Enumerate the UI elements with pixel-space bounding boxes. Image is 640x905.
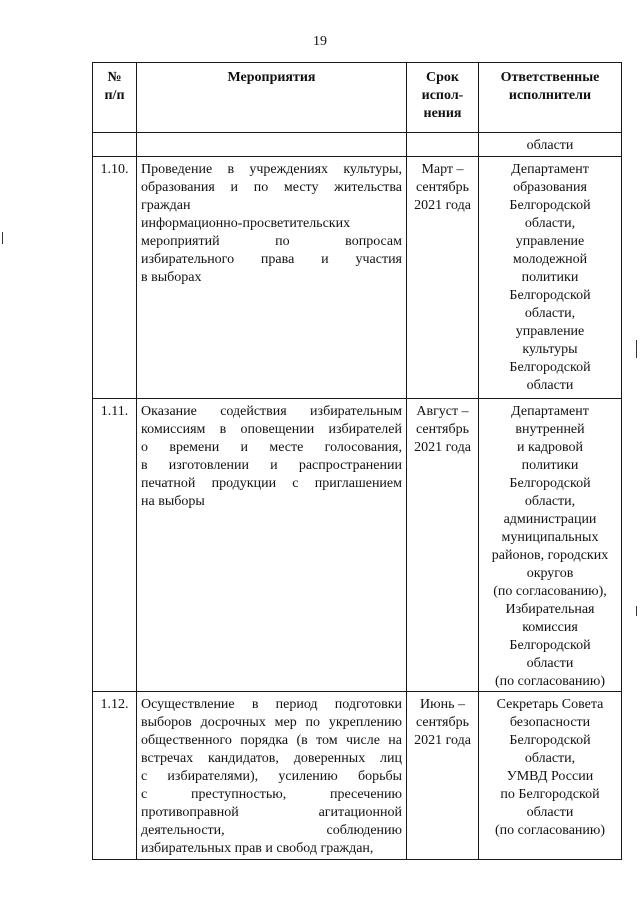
row-term (407, 157, 479, 399)
table-header-row (93, 63, 622, 133)
row-number: 1.12. (93, 692, 137, 860)
description-line: с избирателями), усилению борьбы (141, 769, 402, 784)
description-line: на выборы (141, 494, 205, 509)
header-term: Срок испол- нения (407, 63, 479, 133)
header-num: № п/п (93, 63, 137, 133)
cell-line: комиссия (522, 620, 578, 635)
page-number: 19 (313, 34, 327, 49)
row-term (407, 692, 479, 860)
description-line: информационно-просветительских (141, 216, 351, 231)
cell-line: молодежной (512, 252, 588, 267)
description-line: Проведение в учреждениях культуры, (141, 162, 402, 177)
cell-line: области (526, 805, 574, 820)
cell-line: Август – (416, 404, 469, 419)
row-term (407, 399, 479, 692)
cell-line: управление (515, 234, 585, 249)
cell-line: Белгородской (509, 476, 591, 491)
scan-mark (636, 606, 637, 616)
cell-line: безопасности (509, 715, 591, 730)
cell-line: районов, городских (491, 548, 609, 563)
description-line: общественного порядка (в том числе на (141, 733, 402, 748)
cell-line: Белгородской (509, 360, 591, 375)
row-number: 1.11. (93, 399, 137, 692)
cell-line: муниципальных (501, 530, 599, 545)
cell-line: Март – (421, 162, 464, 177)
cell-line: УМВД России (506, 769, 594, 784)
description-line: избирательного права и участия (141, 252, 402, 267)
cell-line: Департамент (511, 404, 589, 419)
description-line: Оказание содействия избирательным (141, 404, 402, 419)
cell-line: сентябрь (416, 180, 469, 195)
scan-mark (2, 232, 3, 244)
cell-line: Июнь – (420, 697, 465, 712)
row-description (137, 399, 407, 692)
description-line: в выборах (141, 270, 202, 285)
description-line: граждан (141, 198, 191, 213)
description-line: противоправной агитационной (141, 805, 402, 820)
header-events: Мероприятия (137, 63, 407, 133)
description-line: о времени и месте голосования, (141, 440, 402, 455)
row-responsible (479, 157, 622, 399)
description-line: выборов досрочных мер по укреплению (141, 715, 402, 730)
cell-line: Секретарь Совета (496, 697, 604, 712)
cell-line: Белгородской (509, 288, 591, 303)
cell-line: Белгородской (509, 198, 591, 213)
description-line: печатной продукции с приглашением (141, 476, 402, 491)
events-table (92, 62, 622, 860)
cell-line: политики (521, 270, 579, 285)
description-line: в изготовлении и распространении (141, 458, 402, 473)
cell-line: области, (524, 751, 576, 766)
cell-line: области (526, 656, 574, 671)
cell-line: образования (513, 180, 587, 195)
description-line: мероприятий по вопросам (141, 234, 402, 249)
cell-line: области, (524, 306, 576, 321)
row-number: 1.10. (93, 157, 137, 399)
row-description (137, 157, 407, 399)
cell-line: (по согласованию) (494, 823, 606, 838)
cell-line: Белгородской (509, 733, 591, 748)
cell-line: округов (526, 566, 574, 581)
table-row (93, 692, 622, 860)
cell-line: (по согласованию) (494, 674, 606, 689)
scan-mark (636, 340, 637, 358)
description-line: деятельности, соблюдению (141, 823, 402, 838)
cell-line: Белгородской (509, 638, 591, 653)
description-line: с преступностью, пресечению (141, 787, 402, 802)
description-line: избирательных прав и свобод граждан, (141, 841, 374, 856)
cell-line: Избирательная (505, 602, 595, 617)
cell-line: Департамент (511, 162, 589, 177)
cell-line: управление (515, 324, 585, 339)
cell-line: внутренней (515, 422, 585, 437)
cell-line: области, (524, 216, 576, 231)
cell-line: 2021 года (414, 733, 471, 748)
cell-line: по Белгородской (500, 787, 600, 802)
row-responsible (479, 399, 622, 692)
description-line: комиссиям в оповещении избирателей (141, 422, 402, 437)
row-description (137, 692, 407, 860)
cell-line: сентябрь (416, 422, 469, 437)
continuation-responsible: области (479, 133, 622, 157)
description-line: образования и по месту жительства (141, 180, 402, 195)
cell-line: культуры (522, 342, 578, 357)
cell-line: (по согласованию), (493, 584, 607, 599)
cell-line: сентябрь (416, 715, 469, 730)
description-line: встречах кандидатов, доверенных лиц (141, 751, 402, 766)
cell-line: политики (521, 458, 579, 473)
header-responsible: Ответственные исполнители (479, 63, 622, 133)
cell-line: области (526, 378, 574, 393)
cell-line: администрации (503, 512, 597, 527)
description-line: Осуществление в период подготовки (141, 697, 402, 712)
cell-line: 2021 года (414, 198, 471, 213)
cell-line: области, (524, 494, 576, 509)
row-responsible (479, 692, 622, 860)
table-row (93, 399, 622, 692)
table-row (93, 157, 622, 399)
cell-line: и кадровой (517, 440, 583, 455)
cell-line: 2021 года (414, 440, 471, 455)
table-row-continuation (93, 133, 622, 157)
